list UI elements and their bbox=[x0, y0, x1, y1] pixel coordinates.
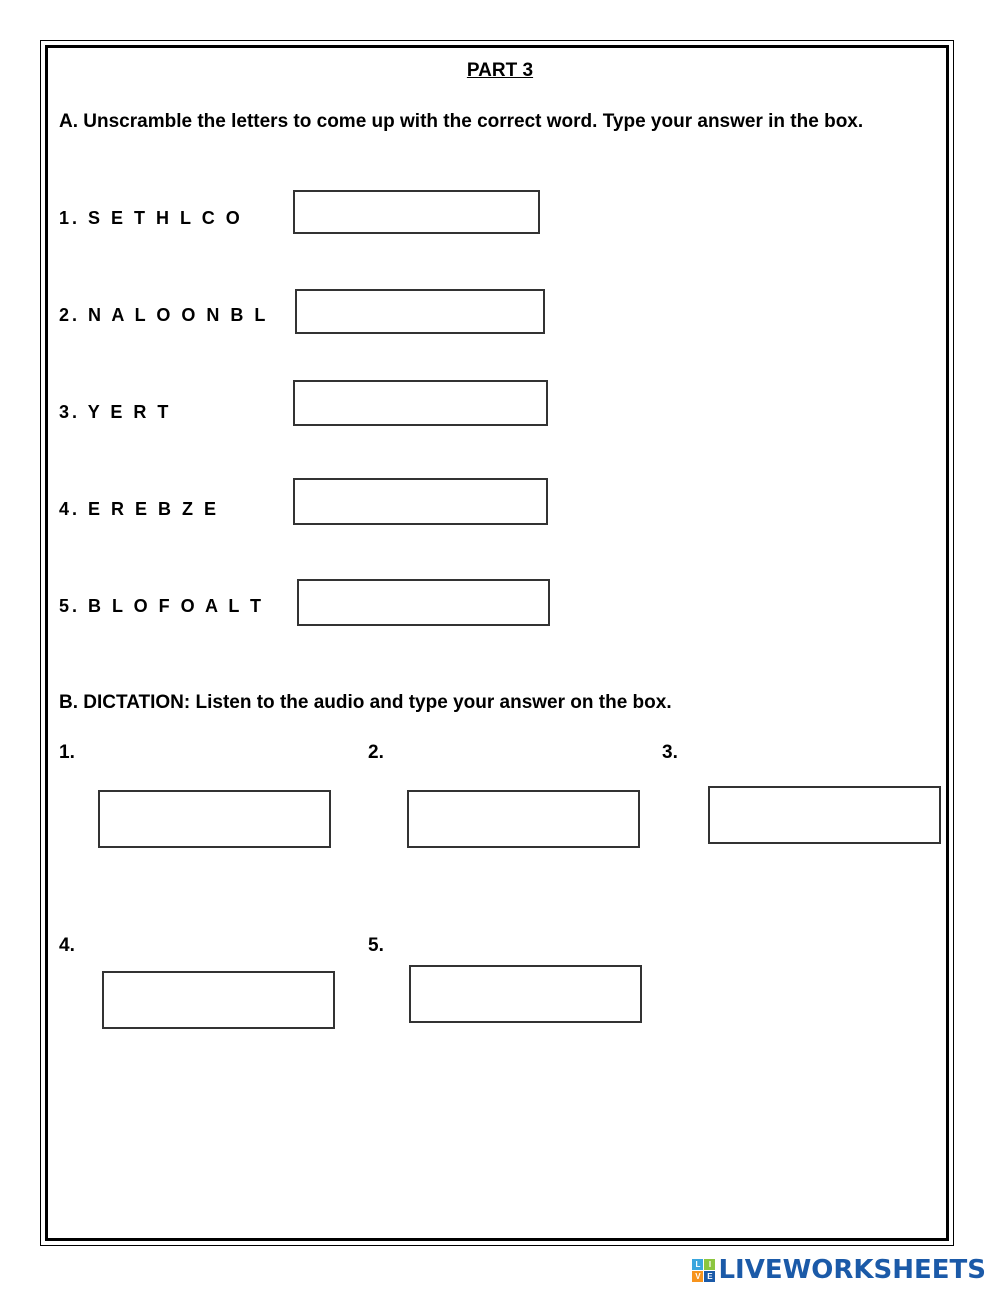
liveworksheets-logo-text: LIVEWORKSHEETS bbox=[718, 1255, 986, 1285]
liveworksheets-logo[interactable] bbox=[692, 1255, 986, 1285]
logo-tile-v: V bbox=[692, 1271, 703, 1282]
logo-tile-i: I bbox=[704, 1259, 715, 1270]
scramble-label-2: 2. N A L O O N B L bbox=[59, 305, 269, 325]
scramble-answer-input-1[interactable] bbox=[293, 190, 540, 234]
dictation-number-2: 2. bbox=[368, 742, 384, 763]
scramble-label-4: 4. E R E B Z E bbox=[59, 499, 220, 519]
scramble-label-1: 1. S E T H L C O bbox=[59, 208, 243, 228]
logo-tile-e: E bbox=[704, 1271, 715, 1282]
page-title: PART 3 bbox=[466, 60, 534, 81]
scramble-label-5: 5. B L O F O A L T bbox=[59, 596, 265, 616]
dictation-number-1: 1. bbox=[59, 742, 75, 763]
section-b-instruction: B. DICTATION: Listen to the audio and type your answer on the box. bbox=[59, 692, 672, 713]
liveworksheets-logo-icon bbox=[692, 1259, 715, 1282]
dictation-answer-input-3[interactable] bbox=[708, 786, 941, 844]
dictation-answer-input-5[interactable] bbox=[409, 965, 642, 1023]
dictation-number-3: 3. bbox=[662, 742, 678, 763]
dictation-number-5: 5. bbox=[368, 935, 384, 956]
dictation-answer-input-4[interactable] bbox=[102, 971, 335, 1029]
section-a-instruction: A. Unscramble the letters to come up with the correct word. Type your answer in the box. bbox=[59, 111, 864, 132]
dictation-answer-input-2[interactable] bbox=[407, 790, 640, 848]
dictation-answer-input-1[interactable] bbox=[98, 790, 331, 848]
logo-tile-l: L bbox=[692, 1259, 703, 1270]
scramble-label-3: 3. Y E R T bbox=[59, 402, 172, 422]
scramble-answer-input-2[interactable] bbox=[295, 289, 545, 334]
scramble-answer-input-5[interactable] bbox=[297, 579, 550, 626]
scramble-answer-input-3[interactable] bbox=[293, 380, 548, 426]
scramble-answer-input-4[interactable] bbox=[293, 478, 548, 525]
dictation-number-4: 4. bbox=[59, 935, 75, 956]
